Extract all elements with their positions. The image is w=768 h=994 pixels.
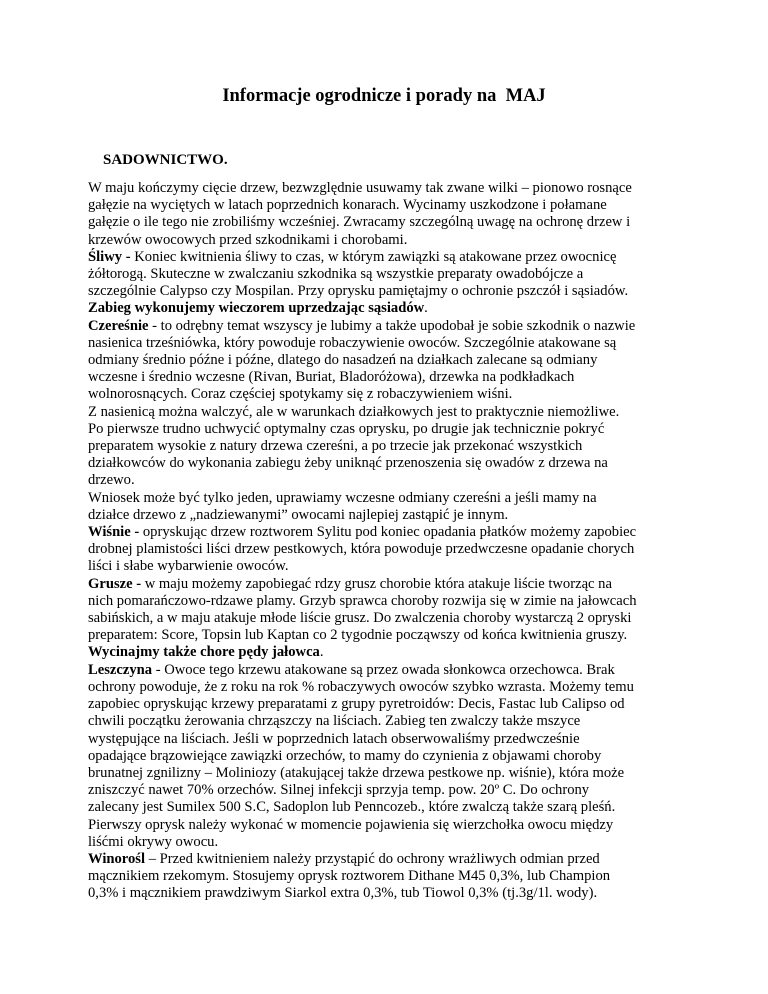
bold-text-run: Winorośl <box>88 850 146 867</box>
text-line <box>88 249 688 266</box>
text-run: liści i słabe wybarwienie owoców. <box>88 558 289 575</box>
text-line <box>88 610 688 627</box>
text-run: w maju możemy zapobiegać rdzy grusz chorobie która atakuje liście tworząc na <box>141 575 612 592</box>
text-run: brunatnej zgnilizny – Moliniozy (atakującej także drzewa pestkowe np. wiśnie), która może <box>88 764 625 781</box>
body-text <box>88 180 688 903</box>
text-line <box>88 679 688 696</box>
text-line <box>88 335 688 352</box>
text-run: krzewów owocowych przed szkodnikami i chorobami. <box>88 231 408 248</box>
text-line <box>88 369 688 386</box>
text-line <box>88 765 688 782</box>
text-line <box>88 868 688 885</box>
text-run: preparatem wysokie z natury drzewa czereśni, a po trzecie jak przekonać wszystkich <box>88 438 583 455</box>
text-line <box>88 851 688 868</box>
text-line <box>88 662 688 679</box>
text-run: - to odrębny temat wszyscy je lubimy a także upodobał je sobie szkodnik o nazwie <box>148 317 636 334</box>
text-line <box>88 817 688 834</box>
document-title: Informacje ogrodnicze i porady na MAJ <box>222 86 546 106</box>
text-line <box>88 576 688 593</box>
bold-text-run: Leszczyna <box>88 661 153 678</box>
text-line <box>88 490 688 507</box>
text-line <box>88 713 688 730</box>
text-run: Z nasienicą można walczyć, ale w warunkach działkowych jest to praktycznie niemożliwe. <box>88 403 620 420</box>
text-line <box>88 283 688 300</box>
text-line <box>88 524 688 541</box>
text-run: działkowców do wykonania zabiegu żeby uniknąć przenoszenia się owadów z drzewa na <box>88 455 608 472</box>
text-run: ochrony powoduje, że z roku na rok % robaczywych owoców szybko wzrasta. Możemy temu <box>88 678 634 695</box>
text-run: drzewo. <box>88 472 135 489</box>
text-run: 0,3% i mącznikiem prawdziwym Siarkol extra 0,3%, tub Tiowol 0,3% (tj.3g/1l. wody). <box>88 885 598 902</box>
text-line <box>88 421 688 438</box>
text-run: szczególnie Calypso czy Mospilan. Przy oprysku pamiętajmy o ochronie pszczół i sąsiadów. <box>88 283 629 300</box>
text-line <box>88 731 688 748</box>
text-line <box>88 541 688 558</box>
text-run: gałęzie o ile tego nie zrobiliśmy wcześniej. Zwracamy szczególną uwagę na ochronę drzew i <box>88 214 631 231</box>
text-line <box>88 232 688 249</box>
text-run: – Przed kwitnieniem należy przystąpić do ochrony wrażliwych odmian przed <box>145 850 600 867</box>
text-line <box>88 300 688 317</box>
text-run: odmiany średnio późne i późne, dlatego do nasadzeń na działkach zalecane są odmiany <box>88 352 598 369</box>
text-run: chwili początku żerowania chrząszczy na liściach. Zabieg ten zwalczy także mszyce <box>88 713 581 730</box>
text-line <box>88 266 688 283</box>
text-run: Koniec kwitnienia śliwy to czas, w którym zawiązki są atakowane przez owocnicę <box>130 248 617 265</box>
text-run: żółtorogą. Skuteczne w zwalczaniu szkodnika są wszystkie preparaty owadobójcze a <box>88 266 584 283</box>
text-line <box>88 352 688 369</box>
text-run: nasienica trześniówka, który powoduje robaczywienie owoców. Szczególnie atakowane są <box>88 334 617 351</box>
text-line <box>88 593 688 610</box>
bold-text-run: Grusze - <box>88 575 142 592</box>
text-line <box>88 782 688 799</box>
text-run: Po pierwsze trudno uchwycić optymalny czas oprysku, po drugie jak technicznie pokryć <box>88 420 605 437</box>
text-line <box>88 472 688 489</box>
text-run: W maju kończymy cięcie drzew, bezwzględnie usuwamy tak zwane wilki – pionowo rosnące <box>88 180 632 196</box>
text-line <box>88 197 688 214</box>
text-line <box>88 799 688 816</box>
bold-text-run: Śliwy - <box>88 248 131 265</box>
bold-text-run: Czereśnie <box>88 317 149 334</box>
text-line <box>88 386 688 403</box>
text-line <box>88 180 688 197</box>
text-line <box>88 507 688 524</box>
bold-text-run: Wycinajmy także chore pędy jałowca <box>88 644 320 661</box>
text-line <box>88 318 688 335</box>
text-line <box>88 644 688 661</box>
text-run: drobnej plamistości liści drzew pestkowych, która powoduje przedwczesne opadanie chorych <box>88 541 635 558</box>
text-run: preparatem: Score, Topsin lub Kaptan co 2 tygodnie począwszy od końca kwitnienia gruszy. <box>88 627 628 644</box>
text-run: opryskując drzew roztworem Sylitu pod koniec opadania płatków możemy zapobiec <box>139 524 637 541</box>
section-heading: SADOWNICTWO. <box>103 152 228 168</box>
text-line <box>88 455 688 472</box>
bold-text-run: Zabieg wykonujemy wieczorem uprzedzając sąsiadów <box>88 300 425 317</box>
text-run: mącznikiem rzekomym. Stosujemy oprysk roztworem Dithane M45 0,3%, lub Champion <box>88 868 611 885</box>
text-run: Wniosek może być tylko jeden, uprawiamy wczesne odmiany czereśni a jeśli mamy na <box>88 489 597 506</box>
text-run: występujące na liściach. Jeśli w poprzednich latach obserwowaliśmy przedwcześnie <box>88 730 580 747</box>
text-run: . <box>424 300 428 317</box>
text-line <box>88 438 688 455</box>
text-line <box>88 696 688 713</box>
text-run: wczesne i średnio wczesne (Rivan, Buriat, Bladoróżowa), drzewka na podkładkach <box>88 369 575 386</box>
text-run: gałęzie na wyciętych w latach poprzednich konarach. Wycinamy uszkodzone i połamane <box>88 197 607 214</box>
text-line <box>88 214 688 231</box>
text-run: Pierwszy oprysk należy wykonać w momencie pojawienia się wierzchołka owocu między <box>88 816 614 833</box>
bold-text-run: Wiśnie - <box>88 524 140 541</box>
text-run: wolnorosnących. Coraz częściej spotykamy się z robaczywieniem wiśni. <box>88 386 513 403</box>
text-line <box>88 558 688 575</box>
text-run: nich pomarańczowo-rdzawe plamy. Grzyb sprawca choroby rozwija się w zimie na jałowcach <box>88 592 637 609</box>
text-line <box>88 834 688 851</box>
text-run: zapobiec opryskując krzewy preparatami z grupy pyretroidów: Decis, Fastac lub Calipso od <box>88 696 625 713</box>
text-line <box>88 404 688 421</box>
text-run: sabińskich, a w maju atakuje młode liście grusz. Do zwalczenia choroby wystarczą 2 opryski <box>88 610 632 627</box>
text-run: liśćmi okrywy owocu. <box>88 833 219 850</box>
text-line <box>88 885 688 902</box>
text-run: . <box>319 644 324 661</box>
text-run: zniszczyć nawet 70% orzechów. Silnej infekcji sprzyja temp. pow. 20º C. Do ochrony <box>88 782 590 799</box>
text-run: zalecany jest Sumilex 500 S.C, Sadoplon lub Penncozeb., które zwalczą także szarą pleśń. <box>88 799 616 816</box>
text-line <box>88 748 688 765</box>
text-line <box>88 627 688 644</box>
text-run: - Owoce tego krzewu atakowane są przez owada słonkowca orzechowca. Brak <box>152 661 615 678</box>
text-run: opadające brązowiejące zawiązki orzechów, to mamy do czynienia z objawami choroby <box>88 747 602 764</box>
text-run: działce drzewo z „nadziewanymi” owocami najlepiej zastąpić je innym. <box>88 506 509 523</box>
